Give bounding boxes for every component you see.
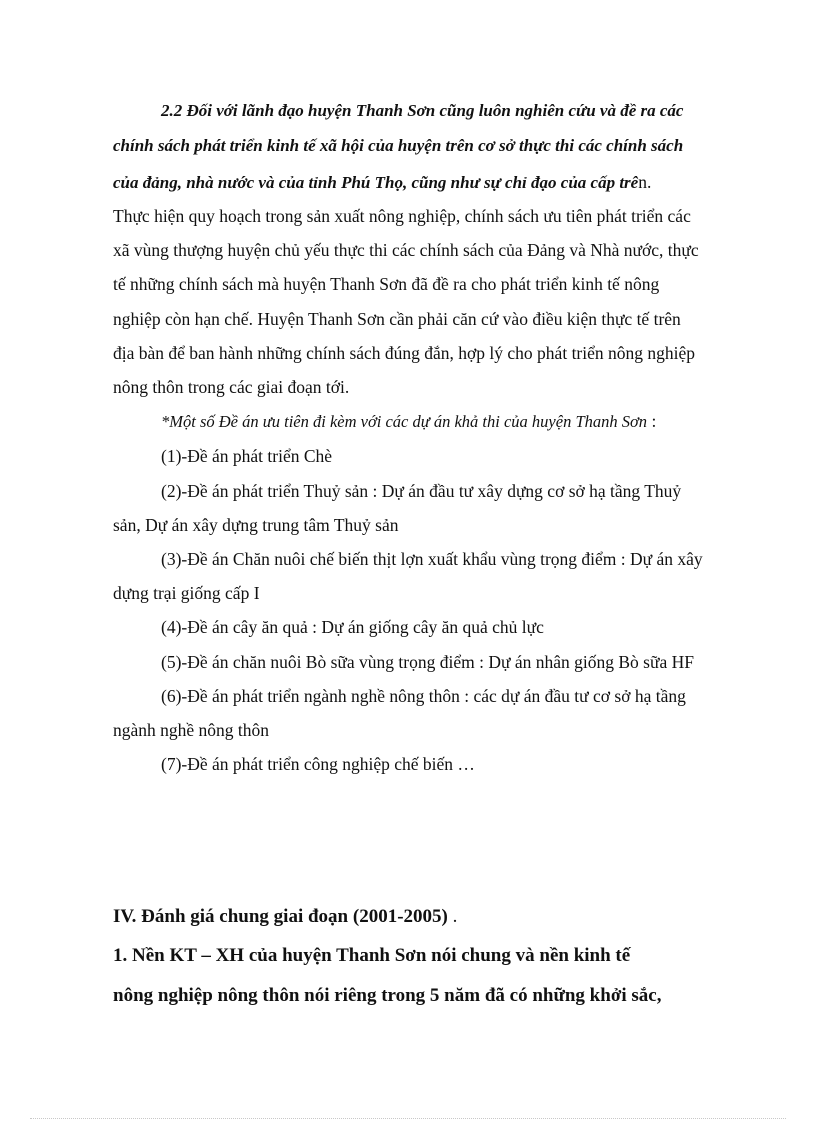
section-iv-title-text: IV. Đánh giá chung giai đoạn (2001-2005)	[113, 906, 448, 927]
section-2-2-line-3	[113, 170, 651, 195]
project-item-3: (3)-Đề án Chăn nuôi chế biến thịt lợn xuất khẩu vùng trọng điểm : Dự án xây	[161, 549, 703, 569]
project-item-2: (2)-Đề án phát triển Thuỷ sản : Dự án đầu tư xây dựng cơ sở hạ tầng Thuỷ	[161, 481, 682, 501]
section-iv-title	[113, 904, 457, 930]
project-item-3-cont: dựng trại giống cấp I	[113, 583, 260, 603]
section-2-2-line-2: chính sách phát triển kinh tế xã hội của huyện trên cơ sở thực thi các chính sách	[113, 136, 684, 155]
paragraph-line-1: Thực hiện quy hoạch trong sản xuất nông nghiệp, chính sách ưu tiên phát triển các	[113, 206, 691, 226]
paragraph-line-3: tế những chính sách mà huyện Thanh Sơn đã đề ra cho phát triển kinh tế nông	[113, 274, 660, 294]
paragraph-line-2: xã vùng thượng huyện chủ yếu thực thi các chính sách của Đảng và Nhà nước, thực	[113, 240, 699, 260]
project-item-6-cont: ngành nghề nông thôn	[113, 720, 270, 740]
project-item-6: (6)-Đề án phát triển ngành nghề nông thôn : các dự án đầu tư cơ sở hạ tầng	[161, 686, 686, 706]
paragraph-line-6: nông thôn trong các giai đoạn tới.	[113, 377, 350, 397]
section-2-2-line-1: 2.2 Đối với lãnh đạo huyện Thanh Sơn cũng luôn nghiên cứu và đề ra các	[161, 101, 684, 120]
paragraph-line-5: địa bàn để ban hành những chính sách đúng đắn, hợp lý cho phát triển nông nghiệp	[113, 343, 696, 363]
paragraph-line-4: nghiệp còn hạn chế. Huyện Thanh Sơn cần phải căn cứ vào điều kiện thực tế trên	[113, 309, 681, 329]
project-item-1: (1)-Đề án phát triển Chè	[161, 446, 333, 466]
project-item-7: (7)-Đề án phát triển công nghiệp chế biến …	[161, 754, 475, 774]
projects-intro	[161, 409, 656, 434]
projects-intro-tail: :	[647, 411, 657, 431]
section-iv-item-1-line-1: 1. Nền KT – XH của huyện Thanh Sơn nói chung và nền kinh tế	[113, 945, 631, 966]
page-bottom-rule	[30, 1118, 786, 1119]
project-item-4: (4)-Đề án cây ăn quả : Dự án giống cây ăn quả chủ lực	[161, 617, 544, 637]
project-item-2-cont: sản, Dự án xây dựng trung tâm Thuỷ sản	[113, 515, 399, 535]
project-item-5: (5)-Đề án chăn nuôi Bò sữa vùng trọng điểm : Dự án nhân giống Bò sữa HF	[161, 652, 694, 672]
section-iv-title-tail: .	[447, 906, 458, 927]
projects-intro-italic: *Một số Đề án ưu tiên đi kèm với các dự án khả thi của huyện Thanh Sơn	[161, 412, 648, 431]
section-2-2-line-3-bold: của đảng, nhà nước và của tỉnh Phú Thọ, cũng như sự chỉ đạo của cấp trê	[113, 173, 639, 192]
section-2-2-line-3-tail: n.	[638, 172, 652, 192]
section-iv-item-1-line-2: nông nghiệp nông thôn nói riêng trong 5 năm đã có những khởi sắc,	[113, 985, 662, 1006]
